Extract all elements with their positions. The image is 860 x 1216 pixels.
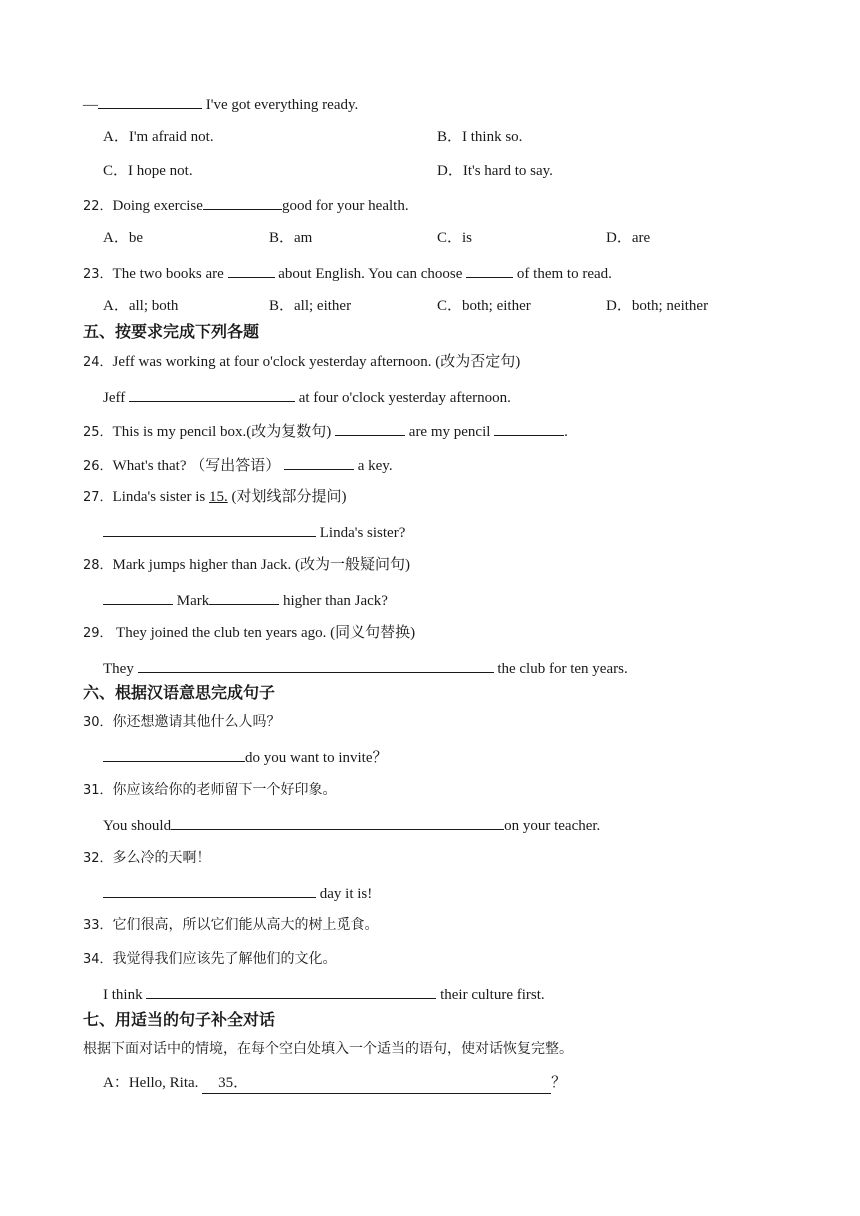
q24-number: 24． <box>83 355 113 370</box>
q23-after: of them to read. <box>513 266 612 282</box>
q26-number: 26． <box>83 459 113 474</box>
q21-blank[interactable] <box>98 93 202 109</box>
q32-ans-after: day it is! <box>316 886 373 902</box>
q31-text: 你应该给你的老师留下一个好印象。 <box>112 782 337 798</box>
section-5-title: 五、按要求完成下列各题 <box>83 322 260 341</box>
q26-blank[interactable] <box>284 454 354 470</box>
q29-blank[interactable] <box>138 657 494 673</box>
q31-ans-after: on your teacher. <box>504 818 601 834</box>
q31-answer-line <box>103 814 600 836</box>
q32-blank[interactable] <box>103 882 316 898</box>
q28-stem <box>83 555 410 576</box>
q25-end: . <box>564 424 568 440</box>
dialog-a-before: A：Hello, Rita. <box>103 1075 203 1091</box>
q30-stem <box>83 712 281 733</box>
q34-answer-line <box>103 983 545 1005</box>
q34-blank[interactable] <box>146 983 436 999</box>
q29-ans-after: the club for ten years. <box>493 661 628 677</box>
q28-answer-line <box>103 589 388 611</box>
q22-number: 22． <box>83 199 113 214</box>
q28-blank-2[interactable] <box>209 589 279 605</box>
q21-answer-line <box>83 93 358 115</box>
q31-ans-before: You should <box>103 818 172 834</box>
q33-stem <box>83 915 379 936</box>
q24-text: Jeff was working at four o'clock yesterday afternoon. (改为否定句) <box>112 354 521 370</box>
q22-option-b[interactable]: B．am <box>269 230 313 246</box>
q22-after: good for your health. <box>281 198 409 214</box>
q23-stem <box>83 262 612 285</box>
q34-text: 我觉得我们应该先了解他们的文化。 <box>112 951 337 967</box>
dialog-line-a <box>103 1073 566 1094</box>
q34-number: 34． <box>83 952 113 967</box>
q27-answer-line <box>103 521 405 543</box>
q27-after: (对划线部分提问) <box>227 489 347 505</box>
q24-answer-line <box>103 386 511 408</box>
q27-number: 27． <box>83 490 113 505</box>
q29-number: 29． <box>83 626 113 641</box>
q23-blank-2[interactable] <box>466 262 513 278</box>
q32-text: 多么冷的天啊！ <box>112 850 211 866</box>
q21-text: I've got everything ready. <box>202 97 359 113</box>
q25-blank-1[interactable] <box>335 420 405 436</box>
q24-ans-before: Jeff <box>103 390 129 406</box>
q29-text: They joined the club ten years ago. (同义句替换) <box>112 625 416 641</box>
q25-mid: are my pencil <box>405 424 495 440</box>
q28-number: 28． <box>83 558 113 573</box>
q22-option-a[interactable]: A．be <box>103 230 143 246</box>
q29-answer-line <box>103 657 628 679</box>
q25-blank-2[interactable] <box>494 420 564 436</box>
q25-text: This is my pencil box.(改为复数句) <box>112 424 336 440</box>
q30-ans-after: do you want to invite？ <box>245 750 388 766</box>
q21-option-d[interactable]: D．It's hard to say. <box>437 163 553 179</box>
q22-blank[interactable] <box>203 194 282 210</box>
q32-stem <box>83 848 211 869</box>
q23-option-d[interactable]: D．both; neither <box>606 298 709 314</box>
q30-number: 30． <box>83 715 113 730</box>
q22-option-d[interactable]: D．are <box>606 230 651 246</box>
q34-stem <box>83 949 337 970</box>
q21-option-c[interactable]: C．I hope not. <box>103 163 193 179</box>
q30-blank[interactable] <box>103 746 245 762</box>
q26-text: What's that? （写出答语） <box>112 458 284 474</box>
q24-stem <box>83 352 520 373</box>
q27-ans-after: Linda's sister? <box>316 525 406 541</box>
section-7-instruction: 根据下面对话中的情境，在每个空白处填入一个适当的语句，使对话恢复完整。 <box>83 1041 573 1057</box>
q31-number: 31． <box>83 783 113 798</box>
q22-before: Doing exercise <box>112 198 203 214</box>
q31-stem <box>83 780 337 801</box>
q32-answer-line <box>103 882 372 904</box>
q23-option-a[interactable]: A．all; both <box>103 298 179 314</box>
q35-blank[interactable] <box>202 1073 551 1094</box>
section-7-title: 七、用适当的句子补全对话 <box>83 1010 276 1029</box>
q23-before: The two books are <box>112 266 228 282</box>
q29-stem <box>83 623 415 644</box>
q24-blank[interactable] <box>129 386 295 402</box>
q25-number: 25． <box>83 425 113 440</box>
q34-ans-after: their culture first. <box>436 987 545 1003</box>
q22-option-c[interactable]: C．is <box>437 230 473 246</box>
q25-line <box>83 420 568 443</box>
q33-text: 它们很高，所以它们能从高大的树上觅食。 <box>112 917 379 933</box>
q27-before: Linda's sister is <box>112 489 209 505</box>
q24-ans-after: at four o'clock yesterday afternoon. <box>294 390 511 406</box>
q28-after: higher than Jack? <box>279 593 388 609</box>
q26-line <box>83 454 393 477</box>
q21-option-a[interactable]: A．I'm afraid not. <box>103 129 214 145</box>
q30-text: 你还想邀请其他什么人吗？ <box>112 714 281 730</box>
q23-option-b[interactable]: B．all; either <box>269 298 352 314</box>
q34-ans-before: I think <box>103 987 147 1003</box>
q30-answer-line <box>103 746 388 768</box>
q31-blank[interactable] <box>171 814 504 830</box>
q27-stem <box>83 487 347 508</box>
q29-ans-before: They <box>103 661 138 677</box>
q22-stem <box>83 194 409 217</box>
q33-number: 33． <box>83 918 113 933</box>
q23-blank-1[interactable] <box>228 262 275 278</box>
dash: — <box>83 97 98 113</box>
q23-mid: about English. You can choose <box>274 266 467 282</box>
q32-number: 32． <box>83 851 113 866</box>
q28-text: Mark jumps higher than Jack. (改为一般疑问句) <box>112 557 410 573</box>
q27-blank[interactable] <box>103 521 316 537</box>
section-6-title: 六、根据汉语意思完成句子 <box>83 683 276 702</box>
q26-after: a key. <box>353 458 393 474</box>
q28-blank-1[interactable] <box>103 589 173 605</box>
q23-option-c[interactable]: C．both; either <box>437 298 531 314</box>
q35-number: 35． <box>218 1075 249 1091</box>
q27-underlined: 15. <box>209 489 228 505</box>
q28-mid: Mark <box>173 593 210 609</box>
dialog-a-after: ？ <box>551 1075 567 1091</box>
q23-number: 23． <box>83 267 113 282</box>
q21-option-b[interactable]: B．I think so. <box>437 129 523 145</box>
